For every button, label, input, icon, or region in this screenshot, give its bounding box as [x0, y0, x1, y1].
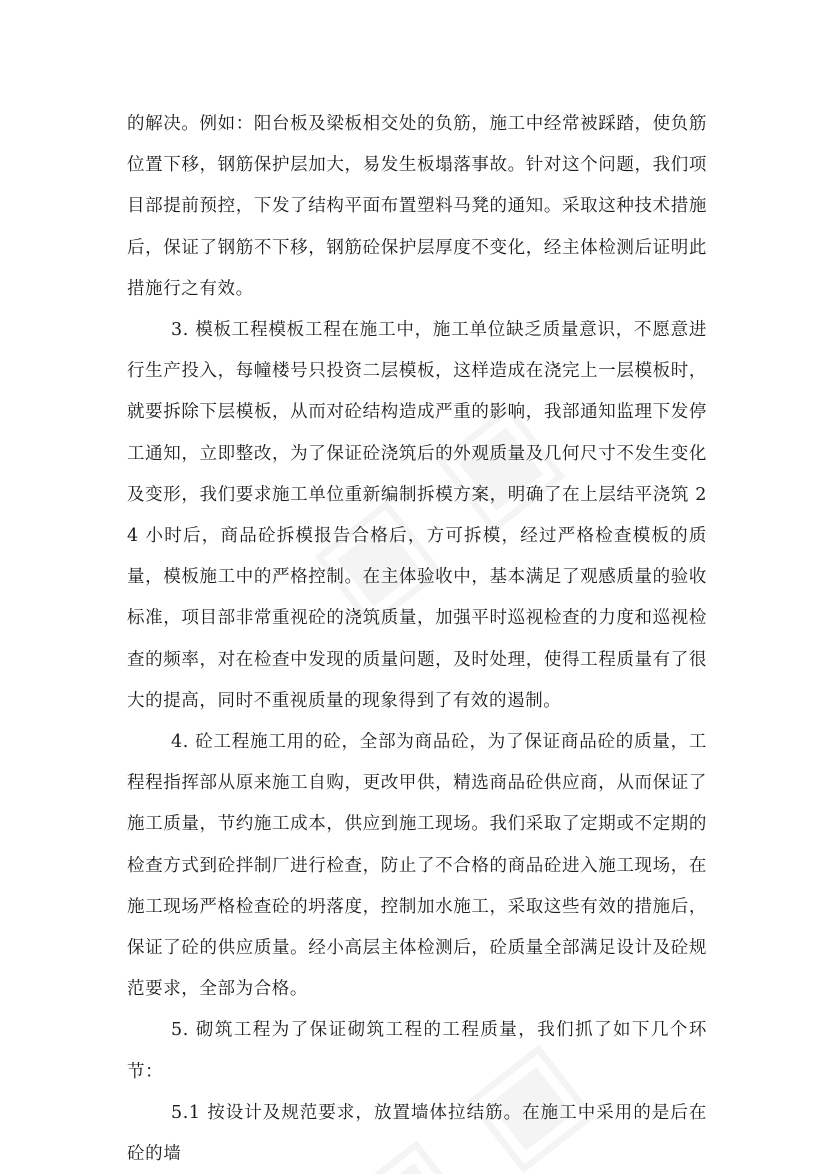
- paragraph-masonry-5-1: 5.1 按设计及规范要求，放置墙体拉结筋。在施工中采用的是后在砼的墙: [127, 1102, 707, 1165]
- document-body: [127, 104, 707, 1174]
- paragraph-formwork: 3. 模板工程模板工程在施工中，施工单位缺乏质量意识，不愿意进行生产投入，每幢楼号只投资二层模板，这样造成在浇完上一层模板时，就要拆除下层模板，从而对砼结构造成严重的影响，我部通知监理下发停工通知，立即整改，为了保证砼浇筑后的外观质量及几何尺寸不发生变化及变形，我们要求施工单位重新编制拆模方案，明确了在上层结平浇筑 24 小时后，商品砼拆模报告合格后，方可拆模，经过严格检查模板的质量，模板施工中的严格控制。在主体验收中，基本满足了观感质量的验收标准，项目部非常重视砼的浇筑质量，加强平时巡视检查的力度和巡视检查的频率，对在检查中发现的质量问题，及时处理，使得工程质量有了很大的提高，同时不重视质量的现象得到了有效的遏制。: [127, 320, 707, 711]
- paragraph-rebar-support: 的解决。例如：阳台板及梁板相交处的负筋，施工中经常被踩踏，使负筋位置下移，钢筋保护层加大，易发生板塌落事故。针对这个问题，我们项目部提前预控，下发了结构平面布置塑料马凳的通知。采取这种技术措施后，保证了钢筋不下移，钢筋砼保护层厚度不变化，经主体检测后证明此措施行之有效。: [127, 114, 707, 299]
- paragraph-masonry: 5. 砌筑工程为了保证砌筑工程的工程质量，我们抓了如下几个环节：: [127, 1020, 707, 1082]
- paragraph-concrete: 4. 砼工程施工用的砼，全部为商品砼，为了保证商品砼的质量，工程程指挥部从原来施工自购，更改甲供，精选商品砼供应商，从而保证了施工质量，节约施工成本，供应到施工现场。我们采取了定期或不定期的检查方式到砼拌制厂进行检查，防止了不合格的商品砼进入施工现场，在施工现场严格检查砼的坍落度，控制加水施工，采取这些有效的措施后，保证了砼的供应质量。经小高层主体检测后，砼质量全部满足设计及砼规范要求，全部为合格。: [127, 732, 707, 1000]
